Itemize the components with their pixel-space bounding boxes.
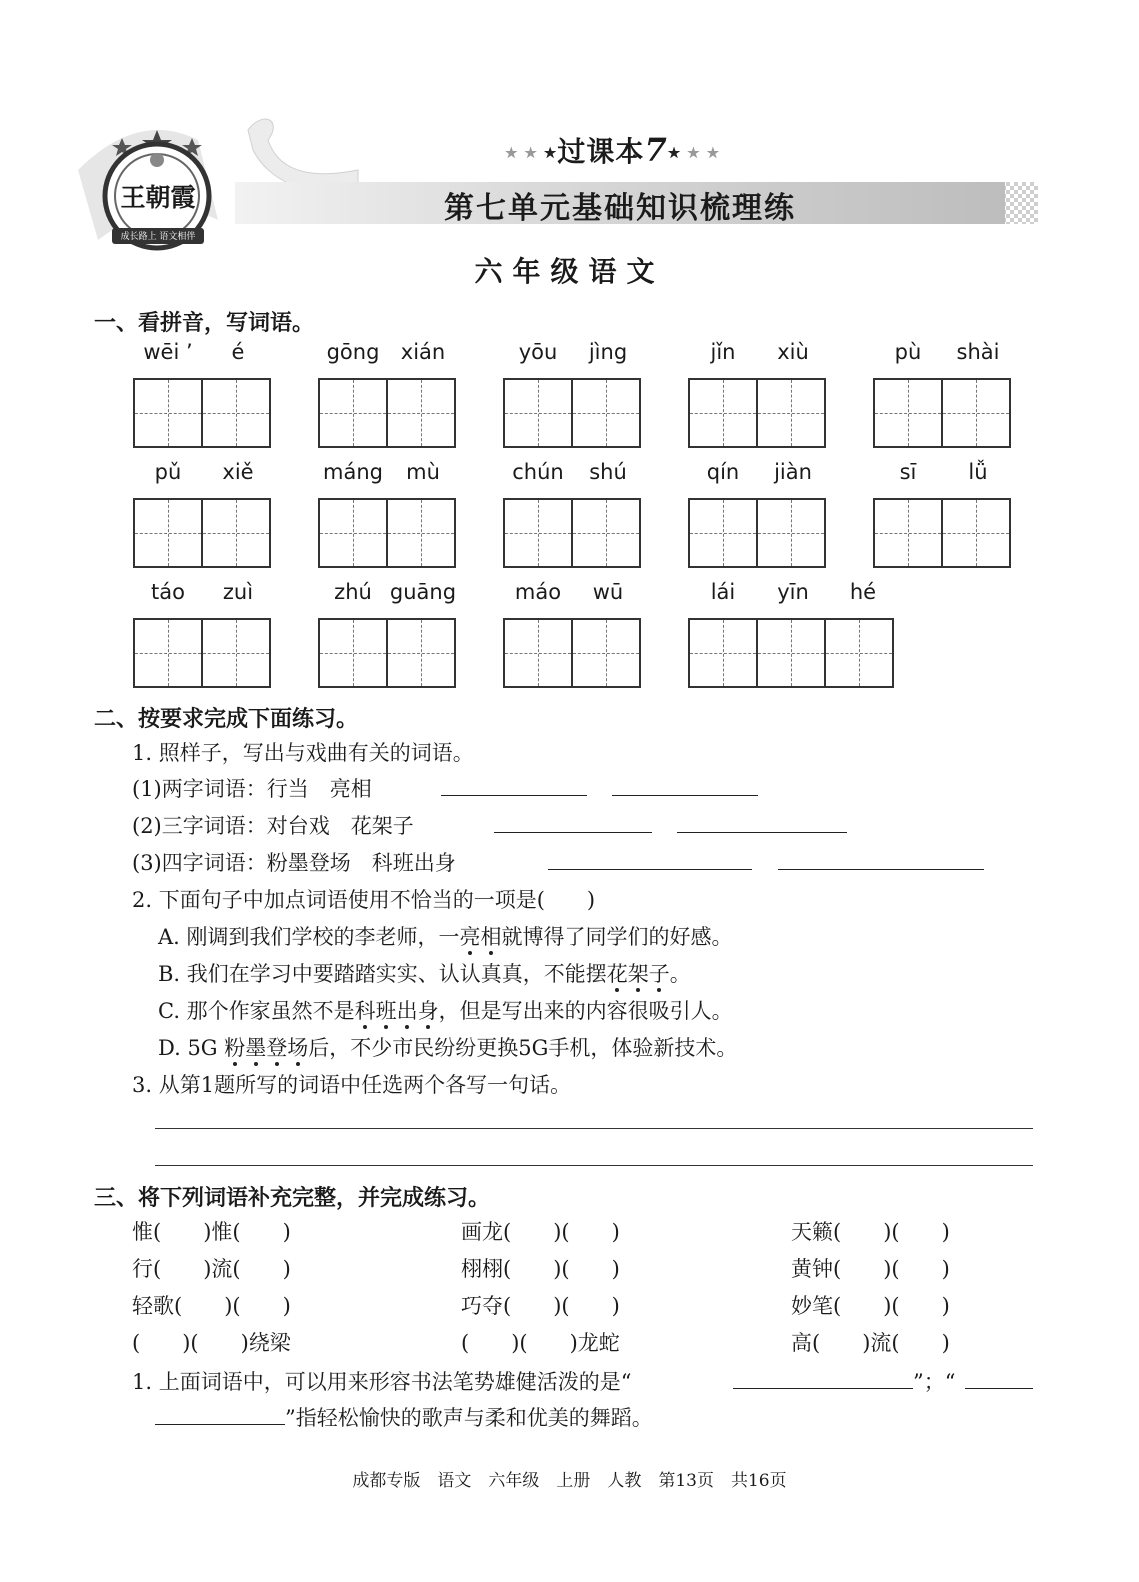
pinyin-group (688, 460, 828, 570)
logo-slogan: 成长路上 语文相伴 (120, 232, 196, 242)
emphasis-char: 花 (606, 962, 628, 986)
section1-title: 一、看拼音，写词语。 (94, 311, 315, 336)
pinyin-group (318, 460, 458, 570)
pinyin-syllable: xiù (777, 340, 809, 364)
writing-cell[interactable] (756, 378, 826, 448)
pinyin-syllable: jǐn (710, 340, 736, 364)
pinyin-syllable: zhú (334, 580, 372, 604)
answer-blank[interactable] (612, 773, 758, 796)
option-b[interactable]: B. 我们在学习中要踏踏实实、认认真真，不能摆花架子。 (158, 962, 691, 986)
writing-cell[interactable] (688, 618, 758, 688)
answer-blank[interactable] (155, 1402, 285, 1425)
idiom-fill-item[interactable]: 画龙( )( ) (461, 1220, 620, 1244)
idiom-fill-item[interactable]: 惟( )惟( ) (132, 1220, 291, 1244)
writing-cell[interactable] (824, 618, 894, 688)
writing-cell[interactable] (318, 498, 388, 568)
pinyin-group (503, 580, 643, 690)
answer-blank[interactable] (494, 810, 652, 833)
emphasis-char: 出 (396, 999, 418, 1023)
pinyin-syllable: shú (589, 460, 627, 484)
question-3: 3. 从第1题所写的词语中任选两个各写一句话。 (132, 1073, 572, 1097)
pinyin-syllable: hé (849, 580, 877, 604)
emphasis-char: 墨 (245, 1036, 267, 1060)
main-title: 第七单元基础知识梳理练 (444, 191, 796, 226)
emphasis-char: 相 (480, 925, 502, 949)
q1-item-1: (1)两字词语：行当 亮相 (132, 777, 372, 801)
brand-logo (100, 128, 215, 256)
idiom-fill-item[interactable]: 栩栩( )( ) (461, 1257, 620, 1281)
section3-title: 三、将下列词语补充完整，并完成练习。 (94, 1186, 491, 1211)
dotted-word (224, 1036, 308, 1060)
pinyin-syllable: táo (151, 580, 185, 604)
answer-blank[interactable] (441, 773, 587, 796)
writing-cell[interactable] (873, 498, 943, 568)
idiom-fill-item[interactable]: ( )( )绕梁 (132, 1331, 291, 1355)
emphasis-char: 粉 (224, 1036, 246, 1060)
question-1: 1. 照样子，写出与戏曲有关的词语。 (132, 741, 474, 765)
pinyin-syllable: lǚ (968, 460, 988, 484)
idiom-fill-item[interactable]: ( )( )龙蛇 (461, 1331, 620, 1355)
writing-cell[interactable] (571, 498, 641, 568)
option-a[interactable]: A. 刚调到我们学校的李老师，一亮相就博得了同学们的好感。 (158, 925, 733, 949)
writing-cell[interactable] (201, 618, 271, 688)
idiom-fill-item[interactable]: 黄钟( )( ) (791, 1257, 950, 1281)
pinyin-syllable: jiàn (774, 460, 812, 484)
emphasis-char: 科 (354, 999, 376, 1023)
writing-cell[interactable] (386, 378, 456, 448)
pinyin-syllable: sī (899, 460, 917, 484)
pinyin-group (318, 580, 458, 690)
pinyin-syllable: é (231, 340, 245, 364)
dotted-word (460, 925, 502, 949)
answer-blank[interactable] (733, 1366, 913, 1389)
pinyin-syllable: pǔ (154, 460, 182, 484)
q1-item-3: (3)四字词语：粉墨登场 科班出身 (132, 851, 456, 875)
pinyin-syllable: wēi ’ (143, 340, 193, 364)
option-d[interactable]: D. 5G 粉墨登场后，不少市民纷纷更换5G手机，体验新技术。 (158, 1036, 738, 1060)
pinyin-group (318, 340, 458, 450)
pinyin-syllable: xiě (222, 460, 254, 484)
pinyin-syllable: mù (406, 460, 440, 484)
pinyin-syllable: pù (894, 340, 922, 364)
section3-question-1: 1. 上面词语中，可以用来形容书法笔势雄健活泼的是“ (132, 1370, 632, 1394)
writing-line[interactable] (155, 1165, 1033, 1166)
pinyin-group (503, 460, 643, 570)
emphasis-char: 子 (648, 962, 670, 986)
pinyin-syllable: chún (512, 460, 564, 484)
answer-blank[interactable] (778, 847, 984, 870)
writing-cell[interactable] (386, 498, 456, 568)
writing-cell[interactable] (318, 378, 388, 448)
writing-cell[interactable] (318, 618, 388, 688)
pinyin-group (133, 340, 273, 450)
pinyin-syllable: zuì (222, 580, 254, 604)
writing-cell[interactable] (873, 378, 943, 448)
pinyin-syllable: shài (956, 340, 1000, 364)
pinyin-syllable: guāng (389, 580, 457, 604)
idiom-fill-item[interactable]: 妙笔( )( ) (791, 1294, 950, 1318)
writing-cell[interactable] (201, 498, 271, 568)
q1-item-2: (2)三字词语：对台戏 花架子 (132, 814, 414, 838)
emphasis-char: 场 (287, 1036, 309, 1060)
section2-title: 二、按要求完成下面练习。 (94, 707, 359, 732)
pinyin-group (503, 340, 643, 450)
pinyin-syllable: lái (710, 580, 736, 604)
writing-cell[interactable] (503, 498, 573, 568)
answer-blank[interactable] (548, 847, 752, 870)
idiom-fill-item[interactable]: 天籁( )( ) (791, 1220, 950, 1244)
pinyin-syllable: yōu (518, 340, 558, 364)
emphasis-char: 亮 (459, 925, 481, 949)
pinyin-syllable: yīn (777, 580, 809, 604)
writing-cell[interactable] (503, 618, 573, 688)
emphasis-char: 架 (627, 962, 649, 986)
writing-cell[interactable] (941, 498, 1011, 568)
pinyin-group (688, 580, 898, 690)
dotted-word (607, 962, 670, 986)
pinyin-group (873, 340, 1013, 450)
writing-cell[interactable] (133, 618, 203, 688)
writing-cell[interactable] (571, 378, 641, 448)
idiom-fill-item[interactable]: 轻歌( )( ) (132, 1294, 291, 1318)
emphasis-char: 登 (266, 1036, 288, 1060)
writing-line[interactable] (155, 1128, 1033, 1129)
writing-cell[interactable] (133, 378, 203, 448)
pinyin-syllable: máo (514, 580, 562, 604)
pinyin-syllable: wū (592, 580, 624, 604)
writing-cell[interactable] (571, 618, 641, 688)
pinyin-group (133, 580, 273, 690)
pinyin-group (873, 460, 1013, 570)
pinyin-group (688, 340, 828, 450)
pinyin-syllable: gōng (326, 340, 380, 364)
idiom-fill-item[interactable]: 巧夺( )( ) (461, 1294, 620, 1318)
writing-cell[interactable] (201, 378, 271, 448)
checker-decoration (1002, 182, 1038, 224)
answer-blank[interactable] (965, 1366, 1033, 1389)
idiom-fill-item[interactable]: 高( )流( ) (791, 1331, 950, 1355)
writing-cell[interactable] (941, 378, 1011, 448)
pinyin-syllable: máng (323, 460, 383, 484)
quote-mark: ”；“ (913, 1370, 956, 1394)
question-2: 2. 下面句子中加点词语使用不恰当的一项是( ) (132, 888, 596, 912)
section3-question-1-cont: ”指轻松愉快的歌声与柔和优美的舞蹈。 (285, 1406, 653, 1430)
answer-blank[interactable] (677, 810, 847, 833)
pinyin-syllable: xián (400, 340, 446, 364)
pinyin-syllable: jìng (588, 340, 628, 364)
emphasis-char: 身 (417, 999, 439, 1023)
option-c[interactable]: C. 那个作家虽然不是科班出身，但是写出来的内容很吸引人。 (158, 999, 733, 1023)
writing-cell[interactable] (503, 378, 573, 448)
page-footer: 成都专版 语文 六年级 上册 人教 第13页 共16页 (352, 1471, 787, 1491)
writing-cell[interactable] (756, 618, 826, 688)
grade-subject-title: 六年级语文 (474, 255, 665, 288)
course-label: ★ ★ ★过课本7★ ★ ★ (505, 131, 721, 169)
pinyin-group (133, 460, 273, 570)
logo-name: 王朝霞 (120, 183, 196, 212)
writing-cell[interactable] (688, 498, 758, 568)
emphasis-char: 班 (375, 999, 397, 1023)
dotted-word (355, 999, 439, 1023)
pinyin-syllable: qín (706, 460, 740, 484)
writing-cell[interactable] (386, 618, 456, 688)
writing-cell[interactable] (133, 498, 203, 568)
idiom-fill-item[interactable]: 行( )流( ) (132, 1257, 291, 1281)
writing-cell[interactable] (756, 498, 826, 568)
writing-cell[interactable] (688, 378, 758, 448)
